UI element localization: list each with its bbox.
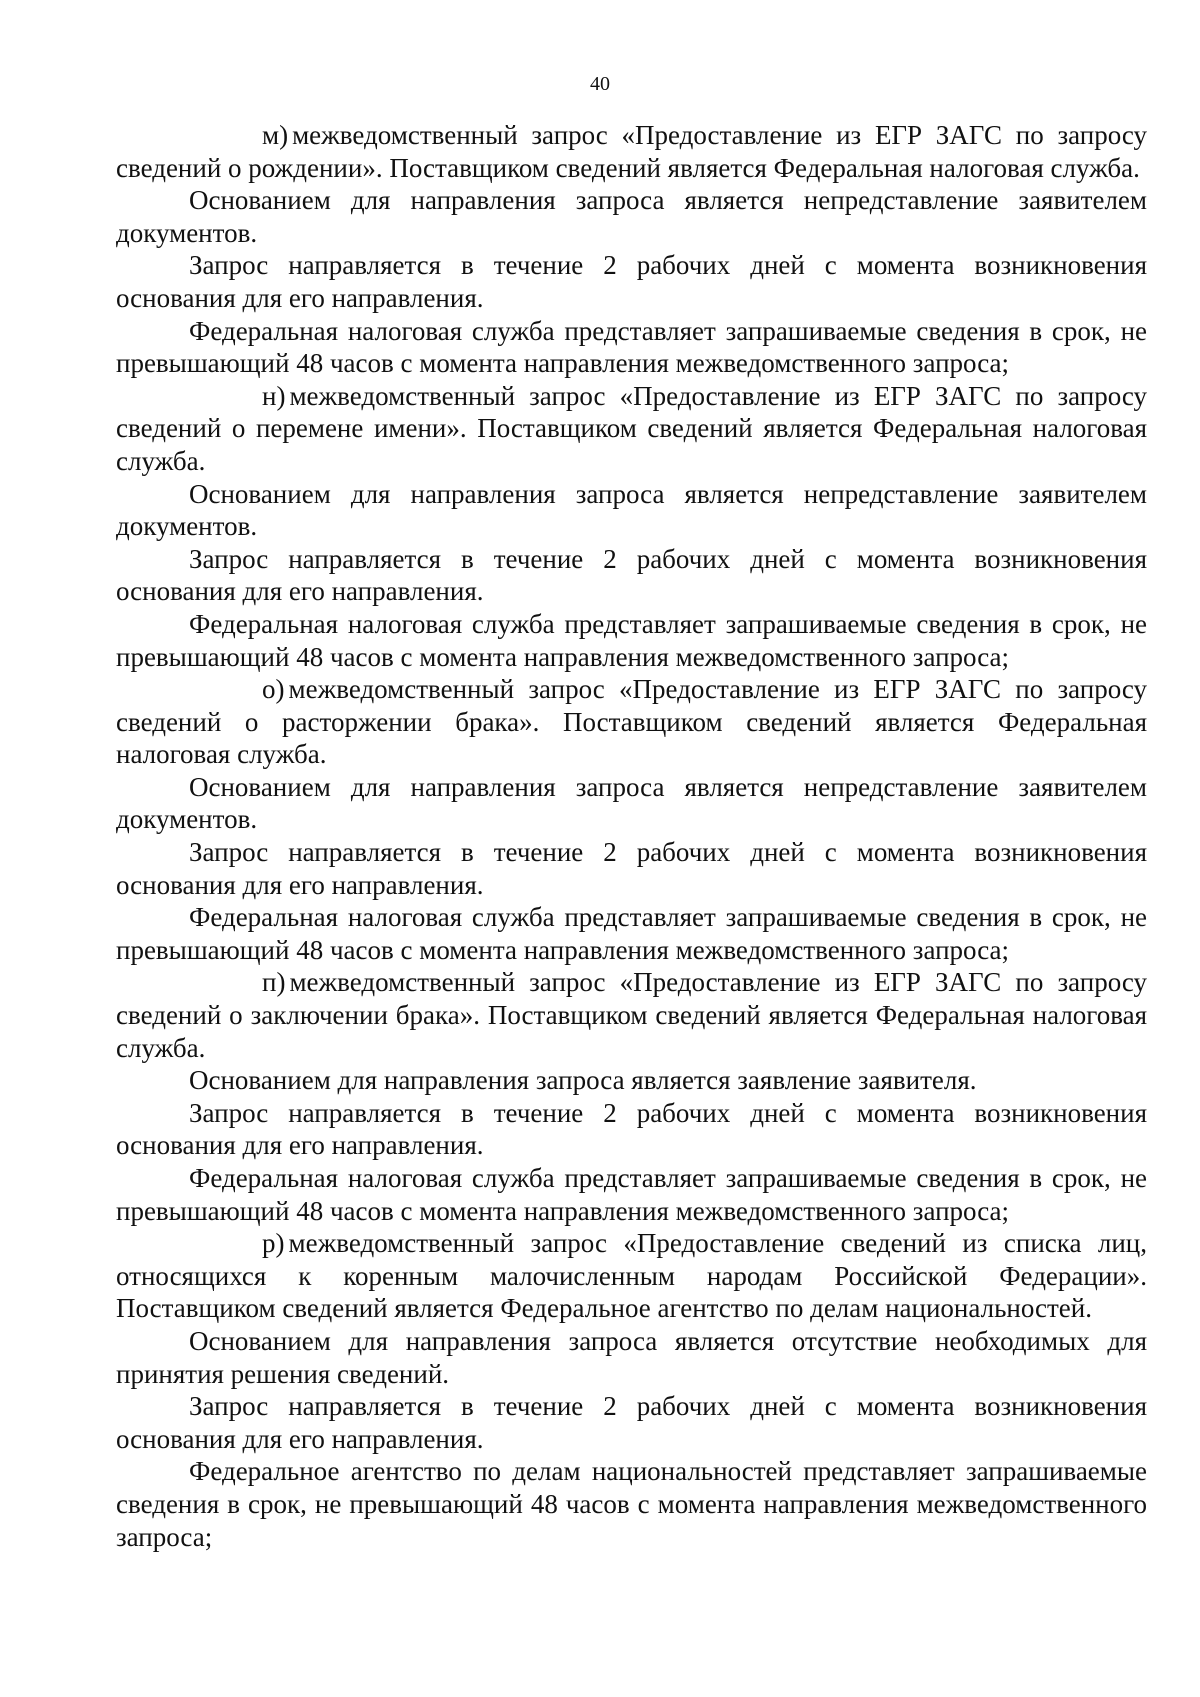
- page-number: 40: [590, 73, 610, 95]
- paragraph: Основанием для направления запроса является непредставление заявителем документов.: [116, 771, 1147, 835]
- item-r-request: [116, 1227, 1147, 1325]
- paragraph-text: межведомственный запрос «Предоставление сведений из списка лиц, относящихся к коренным малочисленным народам Российской Федерации». Поставщиком сведений является Федеральное агентство по делам национальностей.: [116, 1228, 1147, 1324]
- document-body: [116, 119, 1147, 1553]
- paragraph: Запрос направляется в течение 2 рабочих дней с момента возникновения основания для его направления.: [116, 543, 1147, 607]
- paragraph: Федеральная налоговая служба представляет запрашиваемые сведения в срок, не превышающий 48 часов с момента направления межведомственного запроса;: [116, 902, 1147, 965]
- item-letter: н): [262, 380, 286, 411]
- item-letter: о): [262, 674, 285, 705]
- item-letter: п): [262, 967, 286, 998]
- item-letter: м): [262, 120, 289, 150]
- paragraph-text: межведомственный запрос «Предоставление из ЕГР ЗАГС по запросу сведений о рождении». Поставщиком сведений является Федеральная налоговая служба.: [116, 120, 1147, 183]
- paragraph: Федеральное агентство по делам национальностей представляет запрашиваемые сведения в срок, не превышающий 48 часов с момента направления межведомственного запроса;: [116, 1456, 1147, 1552]
- paragraph: Запрос направляется в течение 2 рабочих дней с момента возникновения основания для его направления.: [116, 1391, 1147, 1454]
- paragraph: Основанием для направления запроса является отсутствие необходимых для принятия решения сведений.: [116, 1325, 1147, 1389]
- paragraph: Основанием для направления запроса является заявление заявителя.: [189, 1065, 977, 1096]
- item-p-request: [116, 966, 1147, 1064]
- paragraph: Федеральная налоговая служба представляет запрашиваемые сведения в срок, не превышающий 48 часов с момента направления межведомственного запроса;: [116, 315, 1147, 379]
- paragraph: Запрос направляется в течение 2 рабочих дней с момента возникновения основания для его направления.: [116, 250, 1147, 313]
- paragraph: Запрос направляется в течение 2 рабочих дней с момента возникновения основания для его направления.: [116, 1097, 1147, 1161]
- item-n-request: [116, 380, 1147, 478]
- paragraph: Федеральная налоговая служба представляет запрашиваемые сведения в срок, не превышающий 48 часов с момента направления межведомственного запроса;: [116, 608, 1147, 672]
- item-m-request: [116, 119, 1147, 184]
- paragraph: Основанием для направления запроса является непредставление заявителем документов.: [116, 185, 1147, 248]
- paragraph: Основанием для направления запроса является непредставление заявителем документов.: [116, 478, 1147, 542]
- paragraph: Федеральная налоговая служба представляет запрашиваемые сведения в срок, не превышающий 48 часов с момента направления межведомственного запроса;: [116, 1163, 1147, 1226]
- item-letter: р): [262, 1228, 285, 1259]
- item-o-request: [116, 673, 1147, 771]
- paragraph: Запрос направляется в течение 2 рабочих дней с момента возникновения основания для его направления.: [116, 837, 1147, 900]
- paragraph-text: межведомственный запрос «Предоставление из ЕГР ЗАГС по запросу сведений о заключении брака». Поставщиком сведений является Федеральная налоговая служба.: [116, 967, 1147, 1063]
- paragraph-text: межведомственный запрос «Предоставление из ЕГР ЗАГС по запросу сведений о перемене имени». Поставщиком сведений является Федеральная налоговая служба.: [116, 380, 1147, 476]
- paragraph-text: межведомственный запрос «Предоставление из ЕГР ЗАГС по запросу сведений о расторжении брака». Поставщиком сведений является Федеральная налоговая служба.: [116, 674, 1147, 770]
